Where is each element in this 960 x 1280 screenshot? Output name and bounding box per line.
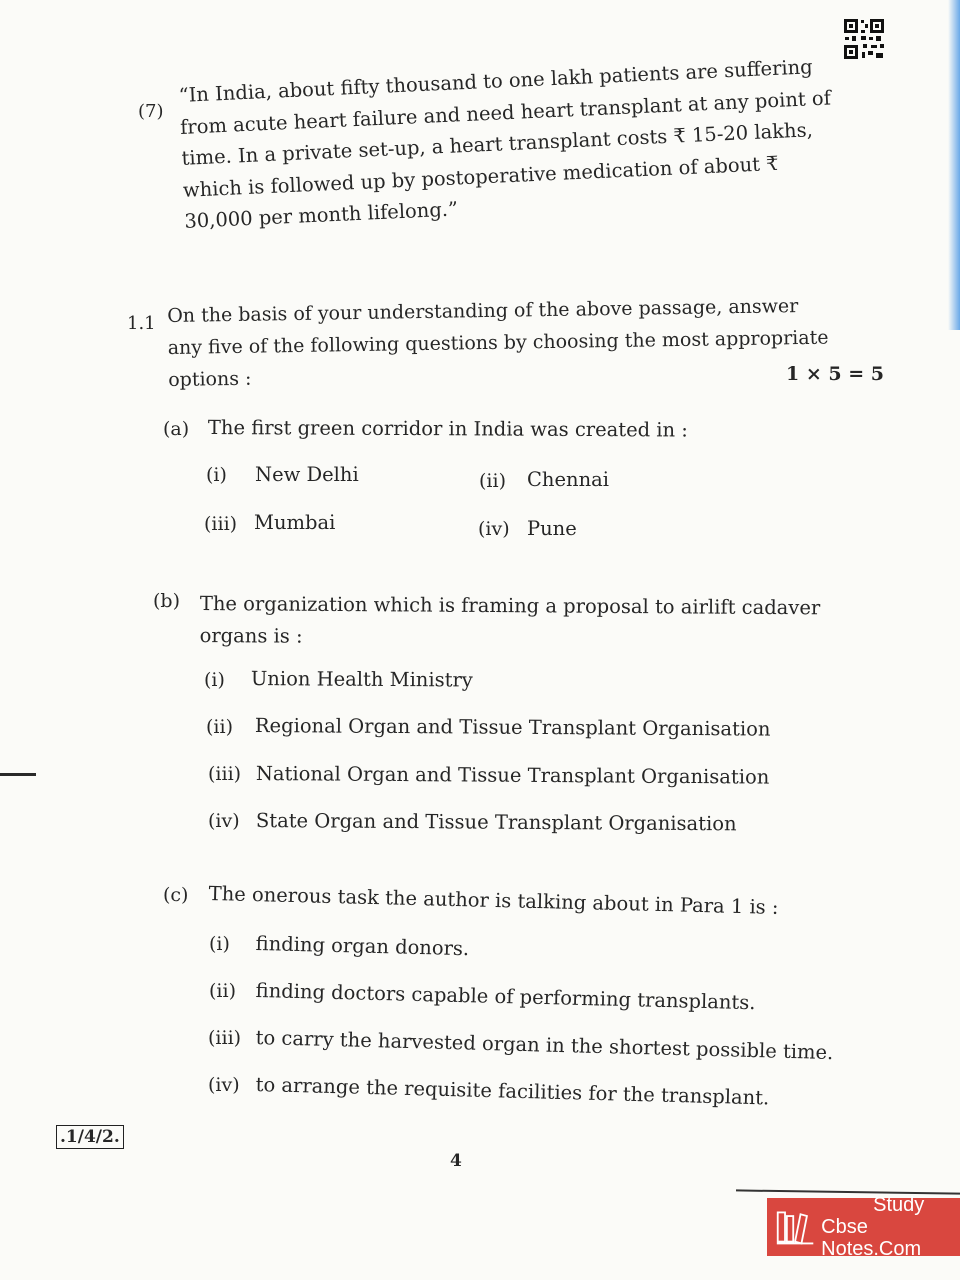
option-c-iii-label: (iii) — [208, 1027, 242, 1049]
qr-code-icon — [843, 18, 885, 60]
books-logo-icon — [775, 1207, 815, 1247]
option-a-ii-label: (ii) — [479, 470, 506, 492]
option-a-iv-text: Pune — [527, 517, 577, 540]
option-a-iv-label: (iv) — [478, 518, 510, 540]
option-c-ii-text: finding doctors capable of performing transplants. — [255, 979, 756, 1015]
option-c-iii-text: to carry the harvested organ in the shortest possible time. — [255, 1026, 834, 1065]
watermark-logo — [767, 1194, 960, 1260]
subquestion-a-text: The first green corridor in India was created in : — [207, 416, 688, 442]
blue-scan-edge — [948, 0, 960, 330]
option-c-ii-label: (ii) — [209, 980, 236, 1002]
option-b-i-label: (i) — [204, 669, 225, 691]
option-b-iv-label: (iv) — [208, 810, 240, 832]
passage-paragraph: “In India, about fifty thousand to one lakh patients are suffering from acute heart failure and need heart transplant at any point of time. In a private set-up, a heart transplant costs ₹ 15-20 lakhs, which is followed up by postoperative medication of about ₹ 30,000 per month lifelong.” — [178, 55, 832, 233]
option-b-iv-text: State Organ and Tissue Transplant Organisation — [255, 809, 737, 836]
option-c-iv-text: to arrange the requisite facilities for the transplant. — [255, 1073, 770, 1110]
page-number: 4 — [450, 1151, 462, 1171]
subquestion-a-label: (a) — [163, 418, 190, 440]
marks-allotted: 1 × 5 = 5 — [786, 363, 884, 385]
watermark-line-2: Cbse Notes.Com — [821, 1216, 922, 1260]
option-a-i-label: (i) — [206, 464, 227, 486]
paper-code-box: .1/4/2. — [56, 1125, 124, 1149]
option-a-i-text: New Delhi — [255, 463, 359, 486]
subquestion-c-label: (c) — [163, 884, 189, 906]
question-number: 1.1 — [127, 313, 156, 334]
option-c-i-text: finding organ donors. — [255, 932, 470, 961]
subquestion-b-label: (b) — [153, 590, 180, 612]
option-b-iii-text: National Organ and Tissue Transplant Organisation — [255, 762, 770, 789]
option-c-iv-label: (iv) — [208, 1074, 240, 1096]
option-a-ii-text: Chennai — [527, 468, 609, 491]
option-b-ii-label: (ii) — [206, 716, 233, 738]
margin-dash — [0, 773, 36, 776]
option-b-ii-text: Regional Organ and Tissue Transplant Organisation — [254, 714, 771, 741]
option-a-iii-label: (iii) — [204, 513, 238, 535]
option-b-iii-label: (iii) — [208, 763, 242, 785]
subquestion-c-text: The onerous task the author is talking about in Para 1 is : — [208, 882, 779, 919]
subquestion-b-text: The organization which is framing a proposal to airlift cadaver organs is : — [199, 591, 821, 648]
option-b-i-text: Union Health Ministry — [250, 667, 473, 692]
question-instruction: On the basis of your understanding of the above passage, answer any five of the following questions by choosing the most appropriate options : — [167, 295, 829, 391]
watermark-line-1: Study — [873, 1194, 925, 1216]
passage-number: (7) — [138, 101, 164, 122]
option-c-i-label: (i) — [209, 933, 230, 955]
option-a-iii-text: Mumbai — [254, 511, 336, 534]
